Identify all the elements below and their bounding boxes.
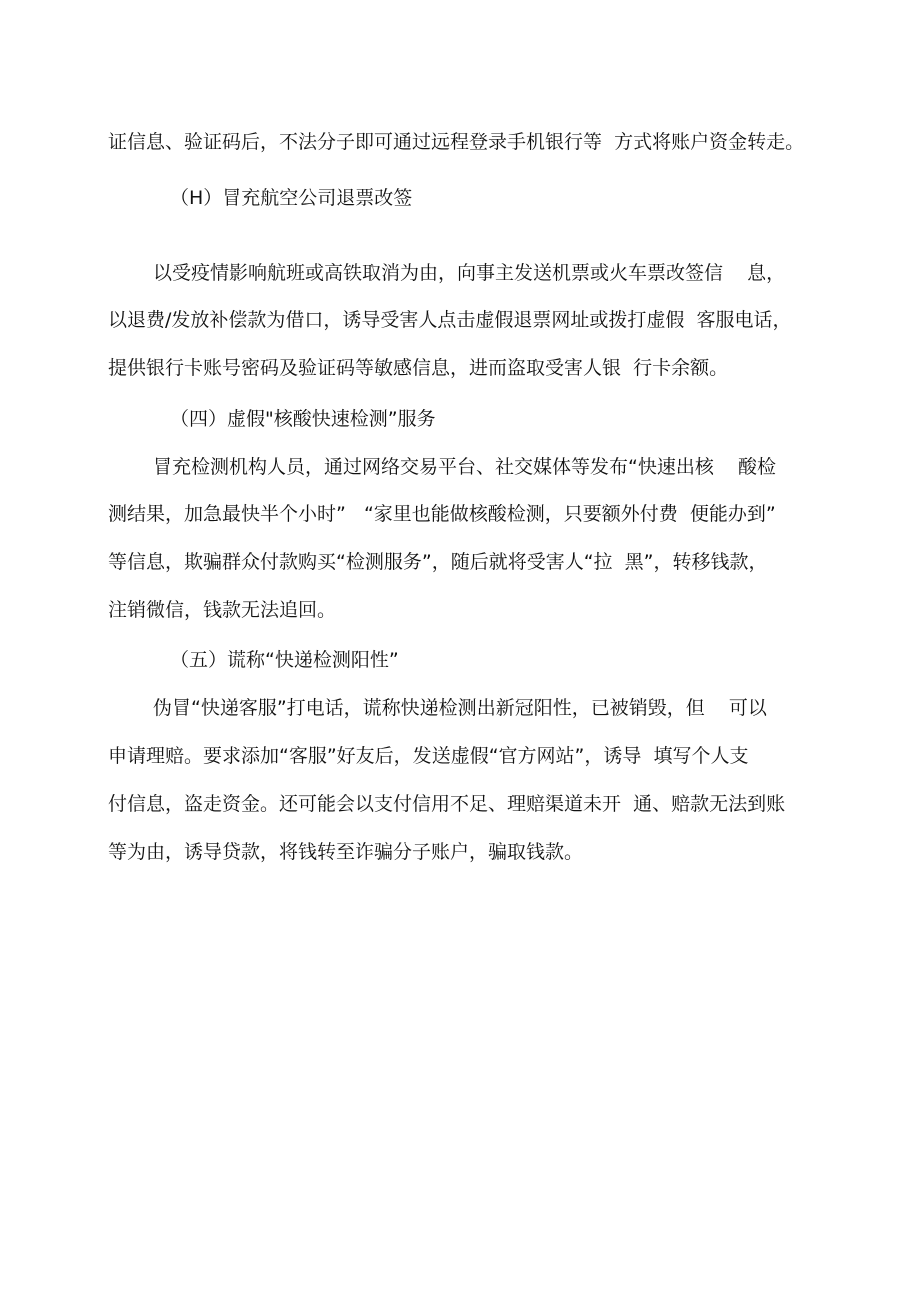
section-heading-5: （五）谎称“快递检测阳性” bbox=[170, 649, 399, 671]
section-heading-4: （四）虚假"核酸快速检测”服务 bbox=[170, 408, 436, 430]
paragraph-line: 等为由，诱导贷款，将钱转至诈骗分子账户，骗取钱款。 bbox=[108, 841, 584, 863]
section-heading-h: （H）冒充航空公司退票改签 bbox=[170, 187, 413, 209]
paragraph-line: 提供银行卡账号密码及验证码等敏感信息，进而盗取受害人银 行卡余额。 bbox=[108, 357, 729, 379]
paragraph-line: 证信息、验证码后，不法分子即可通过远程登录手机银行等 方式将账户资金转走。 bbox=[108, 131, 805, 153]
paragraph-line: 等信息，欺骗群众付款购买“检测服务”，随后就将受害人“拉 黑”，转移钱款， bbox=[108, 551, 768, 573]
paragraph-line: 测结果，加急最快半个小时” “家里也能做核酸检测，只要额外付费 便能办到” bbox=[108, 503, 776, 525]
paragraph-line: 以受疫情影响航班或高铁取消为由，向事主发送机票或火车票改签信 息， bbox=[153, 262, 786, 284]
paragraph-line: 以退费/发放补偿款为借口，诱导受害人点击虚假退票网址或拨打虚假 客服电话， bbox=[108, 309, 792, 331]
paragraph-line: 付信息，盗走资金。还可能会以支付信用不足、理赔渠道未开 通、赔款无法到账 bbox=[108, 793, 786, 815]
paragraph-line: 伪冒“快递客服”打电话，谎称快递检测出新冠阳性，已被销毁，但 可以 bbox=[153, 697, 767, 719]
paragraph-line: 注销微信，钱款无法追回。 bbox=[108, 599, 337, 621]
paragraph-line: 申请理赔。要求添加“客服”好友后，发送虚假“官方网站”，诱导 填写个人支 bbox=[108, 745, 749, 767]
paragraph-line: 冒充检测机构人员，通过网络交易平台、社交媒体等发布“快速出核 酸检 bbox=[153, 456, 777, 478]
